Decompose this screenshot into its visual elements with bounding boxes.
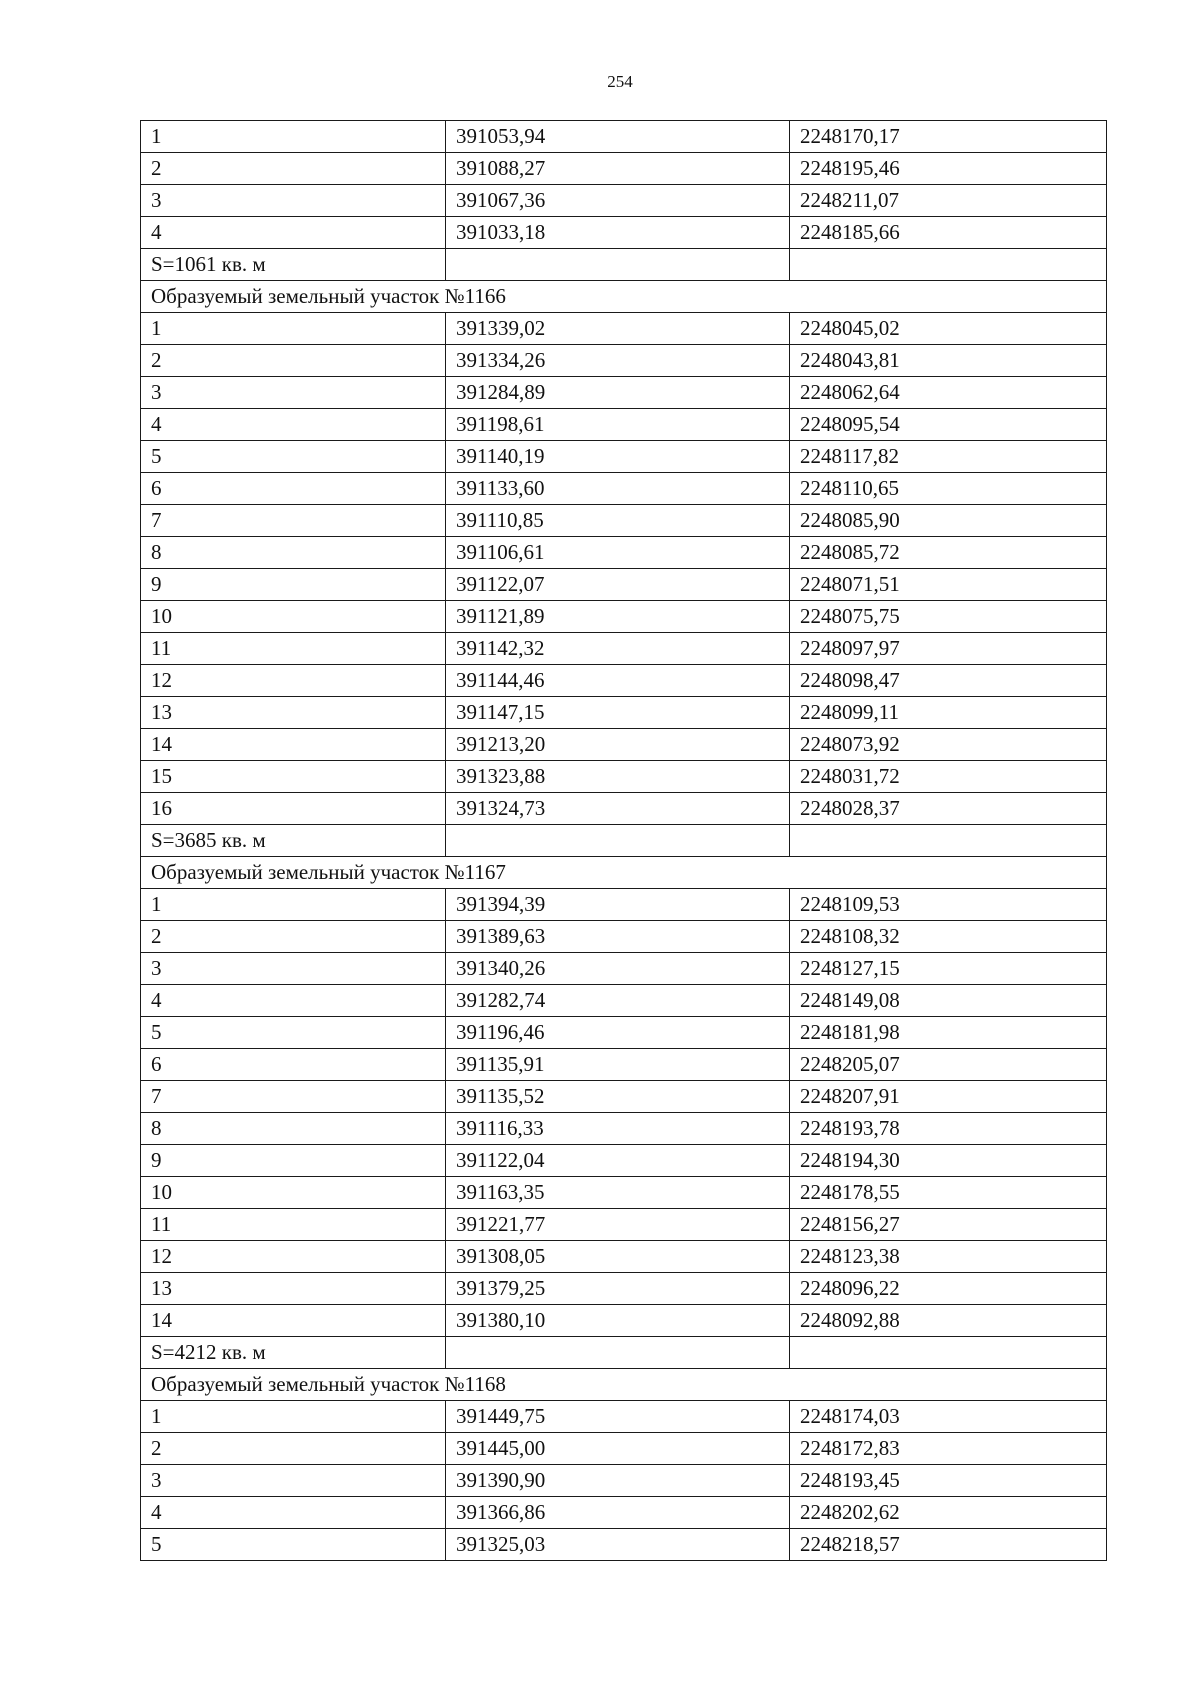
table-row	[141, 1113, 1107, 1145]
y-coordinate-cell: 2248092,88	[790, 1305, 1107, 1337]
x-coordinate-cell: 391282,74	[446, 985, 790, 1017]
table-row	[141, 985, 1107, 1017]
x-coordinate-cell: 391308,05	[446, 1241, 790, 1273]
table-row	[141, 185, 1107, 217]
y-coordinate-cell: 2248156,27	[790, 1209, 1107, 1241]
point-number-cell: 3	[141, 377, 446, 409]
table-row	[141, 793, 1107, 825]
table-row	[141, 1433, 1107, 1465]
coordinates-table-body	[141, 121, 1107, 1561]
point-number-cell: 4	[141, 985, 446, 1017]
x-coordinate-cell: 391334,26	[446, 345, 790, 377]
section-heading-row	[141, 1369, 1107, 1401]
table-row	[141, 601, 1107, 633]
table-row	[141, 1497, 1107, 1529]
x-coordinate-cell: 391340,26	[446, 953, 790, 985]
point-number-cell: 4	[141, 1497, 446, 1529]
table-row	[141, 505, 1107, 537]
table-row	[141, 953, 1107, 985]
y-coordinate-cell: 2248195,46	[790, 153, 1107, 185]
point-number-cell: 3	[141, 953, 446, 985]
x-coordinate-cell: 391140,19	[446, 441, 790, 473]
table-row	[141, 697, 1107, 729]
point-number-cell: 5	[141, 441, 446, 473]
area-row	[141, 249, 1107, 281]
empty-cell	[446, 249, 790, 281]
y-coordinate-cell: 2248181,98	[790, 1017, 1107, 1049]
empty-cell	[446, 825, 790, 857]
table-row	[141, 377, 1107, 409]
empty-cell	[790, 1337, 1107, 1369]
point-number-cell: 10	[141, 1177, 446, 1209]
y-coordinate-cell: 2248108,32	[790, 921, 1107, 953]
point-number-cell: 5	[141, 1529, 446, 1561]
point-number-cell: 13	[141, 1273, 446, 1305]
y-coordinate-cell: 2248075,75	[790, 601, 1107, 633]
page-number: 254	[607, 72, 633, 91]
point-number-cell: 4	[141, 217, 446, 249]
x-coordinate-cell: 391284,89	[446, 377, 790, 409]
table-row	[141, 889, 1107, 921]
x-coordinate-cell: 391196,46	[446, 1017, 790, 1049]
section-heading: Образуемый земельный участок №1166	[141, 281, 1107, 313]
x-coordinate-cell: 391366,86	[446, 1497, 790, 1529]
coordinates-table	[140, 120, 1107, 1561]
point-number-cell: 11	[141, 633, 446, 665]
point-number-cell: 16	[141, 793, 446, 825]
y-coordinate-cell: 2248096,22	[790, 1273, 1107, 1305]
y-coordinate-cell: 2248211,07	[790, 185, 1107, 217]
table-row	[141, 217, 1107, 249]
point-number-cell: 1	[141, 121, 446, 153]
point-number-cell: 8	[141, 537, 446, 569]
table-row	[141, 345, 1107, 377]
table-row	[141, 761, 1107, 793]
section-heading-row	[141, 281, 1107, 313]
point-number-cell: 8	[141, 1113, 446, 1145]
x-coordinate-cell: 391379,25	[446, 1273, 790, 1305]
area-value: S=4212 кв. м	[141, 1337, 446, 1369]
point-number-cell: 2	[141, 921, 446, 953]
table-row	[141, 1305, 1107, 1337]
x-coordinate-cell: 391033,18	[446, 217, 790, 249]
point-number-cell: 3	[141, 1465, 446, 1497]
empty-cell	[790, 825, 1107, 857]
y-coordinate-cell: 2248109,53	[790, 889, 1107, 921]
y-coordinate-cell: 2248127,15	[790, 953, 1107, 985]
table-row	[141, 665, 1107, 697]
x-coordinate-cell: 391449,75	[446, 1401, 790, 1433]
point-number-cell: 9	[141, 1145, 446, 1177]
x-coordinate-cell: 391135,91	[446, 1049, 790, 1081]
section-heading: Образуемый земельный участок №1167	[141, 857, 1107, 889]
empty-cell	[446, 1337, 790, 1369]
point-number-cell: 15	[141, 761, 446, 793]
table-row	[141, 1241, 1107, 1273]
point-number-cell: 14	[141, 1305, 446, 1337]
table-row	[141, 1465, 1107, 1497]
point-number-cell: 5	[141, 1017, 446, 1049]
x-coordinate-cell: 391067,36	[446, 185, 790, 217]
x-coordinate-cell: 391324,73	[446, 793, 790, 825]
point-number-cell: 10	[141, 601, 446, 633]
section-heading: Образуемый земельный участок №1168	[141, 1369, 1107, 1401]
x-coordinate-cell: 391110,85	[446, 505, 790, 537]
table-row	[141, 1177, 1107, 1209]
point-number-cell: 13	[141, 697, 446, 729]
table-row	[141, 1529, 1107, 1561]
table-row	[141, 473, 1107, 505]
point-number-cell: 12	[141, 665, 446, 697]
x-coordinate-cell: 391106,61	[446, 537, 790, 569]
table-row	[141, 153, 1107, 185]
table-row	[141, 1401, 1107, 1433]
area-value: S=1061 кв. м	[141, 249, 446, 281]
table-row	[141, 1209, 1107, 1241]
y-coordinate-cell: 2248174,03	[790, 1401, 1107, 1433]
point-number-cell: 1	[141, 889, 446, 921]
x-coordinate-cell: 391325,03	[446, 1529, 790, 1561]
point-number-cell: 7	[141, 1081, 446, 1113]
table-row	[141, 633, 1107, 665]
x-coordinate-cell: 391121,89	[446, 601, 790, 633]
x-coordinate-cell: 391213,20	[446, 729, 790, 761]
point-number-cell: 6	[141, 1049, 446, 1081]
y-coordinate-cell: 2248085,72	[790, 537, 1107, 569]
table-row	[141, 921, 1107, 953]
y-coordinate-cell: 2248062,64	[790, 377, 1107, 409]
y-coordinate-cell: 2248098,47	[790, 665, 1107, 697]
table-row	[141, 1145, 1107, 1177]
point-number-cell: 14	[141, 729, 446, 761]
x-coordinate-cell: 391198,61	[446, 409, 790, 441]
table-row	[141, 1049, 1107, 1081]
x-coordinate-cell: 391116,33	[446, 1113, 790, 1145]
y-coordinate-cell: 2248123,38	[790, 1241, 1107, 1273]
y-coordinate-cell: 2248110,65	[790, 473, 1107, 505]
x-coordinate-cell: 391147,15	[446, 697, 790, 729]
x-coordinate-cell: 391390,90	[446, 1465, 790, 1497]
table-row	[141, 313, 1107, 345]
y-coordinate-cell: 2248170,17	[790, 121, 1107, 153]
y-coordinate-cell: 2248178,55	[790, 1177, 1107, 1209]
point-number-cell: 1	[141, 1401, 446, 1433]
table-row	[141, 569, 1107, 601]
table-row	[141, 1017, 1107, 1049]
x-coordinate-cell: 391122,04	[446, 1145, 790, 1177]
y-coordinate-cell: 2248185,66	[790, 217, 1107, 249]
point-number-cell: 9	[141, 569, 446, 601]
y-coordinate-cell: 2248045,02	[790, 313, 1107, 345]
x-coordinate-cell: 391088,27	[446, 153, 790, 185]
x-coordinate-cell: 391142,32	[446, 633, 790, 665]
y-coordinate-cell: 2248117,82	[790, 441, 1107, 473]
x-coordinate-cell: 391380,10	[446, 1305, 790, 1337]
x-coordinate-cell: 391053,94	[446, 121, 790, 153]
y-coordinate-cell: 2248205,07	[790, 1049, 1107, 1081]
point-number-cell: 7	[141, 505, 446, 537]
area-value: S=3685 кв. м	[141, 825, 446, 857]
x-coordinate-cell: 391163,35	[446, 1177, 790, 1209]
point-number-cell: 2	[141, 153, 446, 185]
y-coordinate-cell: 2248071,51	[790, 569, 1107, 601]
area-row	[141, 825, 1107, 857]
area-row	[141, 1337, 1107, 1369]
table-row	[141, 409, 1107, 441]
y-coordinate-cell: 2248073,92	[790, 729, 1107, 761]
x-coordinate-cell: 391339,02	[446, 313, 790, 345]
x-coordinate-cell: 391122,07	[446, 569, 790, 601]
table-row	[141, 729, 1107, 761]
x-coordinate-cell: 391445,00	[446, 1433, 790, 1465]
section-heading-row	[141, 857, 1107, 889]
table-row	[141, 537, 1107, 569]
table-row	[141, 1273, 1107, 1305]
x-coordinate-cell: 391394,39	[446, 889, 790, 921]
y-coordinate-cell: 2248193,78	[790, 1113, 1107, 1145]
y-coordinate-cell: 2248194,30	[790, 1145, 1107, 1177]
point-number-cell: 1	[141, 313, 446, 345]
x-coordinate-cell: 391323,88	[446, 761, 790, 793]
point-number-cell: 12	[141, 1241, 446, 1273]
x-coordinate-cell: 391133,60	[446, 473, 790, 505]
y-coordinate-cell: 2248031,72	[790, 761, 1107, 793]
table-row	[141, 1081, 1107, 1113]
y-coordinate-cell: 2248207,91	[790, 1081, 1107, 1113]
point-number-cell: 3	[141, 185, 446, 217]
y-coordinate-cell: 2248095,54	[790, 409, 1107, 441]
y-coordinate-cell: 2248097,97	[790, 633, 1107, 665]
y-coordinate-cell: 2248218,57	[790, 1529, 1107, 1561]
y-coordinate-cell: 2248172,83	[790, 1433, 1107, 1465]
y-coordinate-cell: 2248028,37	[790, 793, 1107, 825]
y-coordinate-cell: 2248085,90	[790, 505, 1107, 537]
table-row	[141, 441, 1107, 473]
point-number-cell: 6	[141, 473, 446, 505]
x-coordinate-cell: 391221,77	[446, 1209, 790, 1241]
y-coordinate-cell: 2248149,08	[790, 985, 1107, 1017]
y-coordinate-cell: 2248099,11	[790, 697, 1107, 729]
y-coordinate-cell: 2248193,45	[790, 1465, 1107, 1497]
empty-cell	[790, 249, 1107, 281]
x-coordinate-cell: 391135,52	[446, 1081, 790, 1113]
x-coordinate-cell: 391144,46	[446, 665, 790, 697]
point-number-cell: 11	[141, 1209, 446, 1241]
point-number-cell: 4	[141, 409, 446, 441]
table-row	[141, 121, 1107, 153]
point-number-cell: 2	[141, 345, 446, 377]
x-coordinate-cell: 391389,63	[446, 921, 790, 953]
y-coordinate-cell: 2248202,62	[790, 1497, 1107, 1529]
y-coordinate-cell: 2248043,81	[790, 345, 1107, 377]
point-number-cell: 2	[141, 1433, 446, 1465]
